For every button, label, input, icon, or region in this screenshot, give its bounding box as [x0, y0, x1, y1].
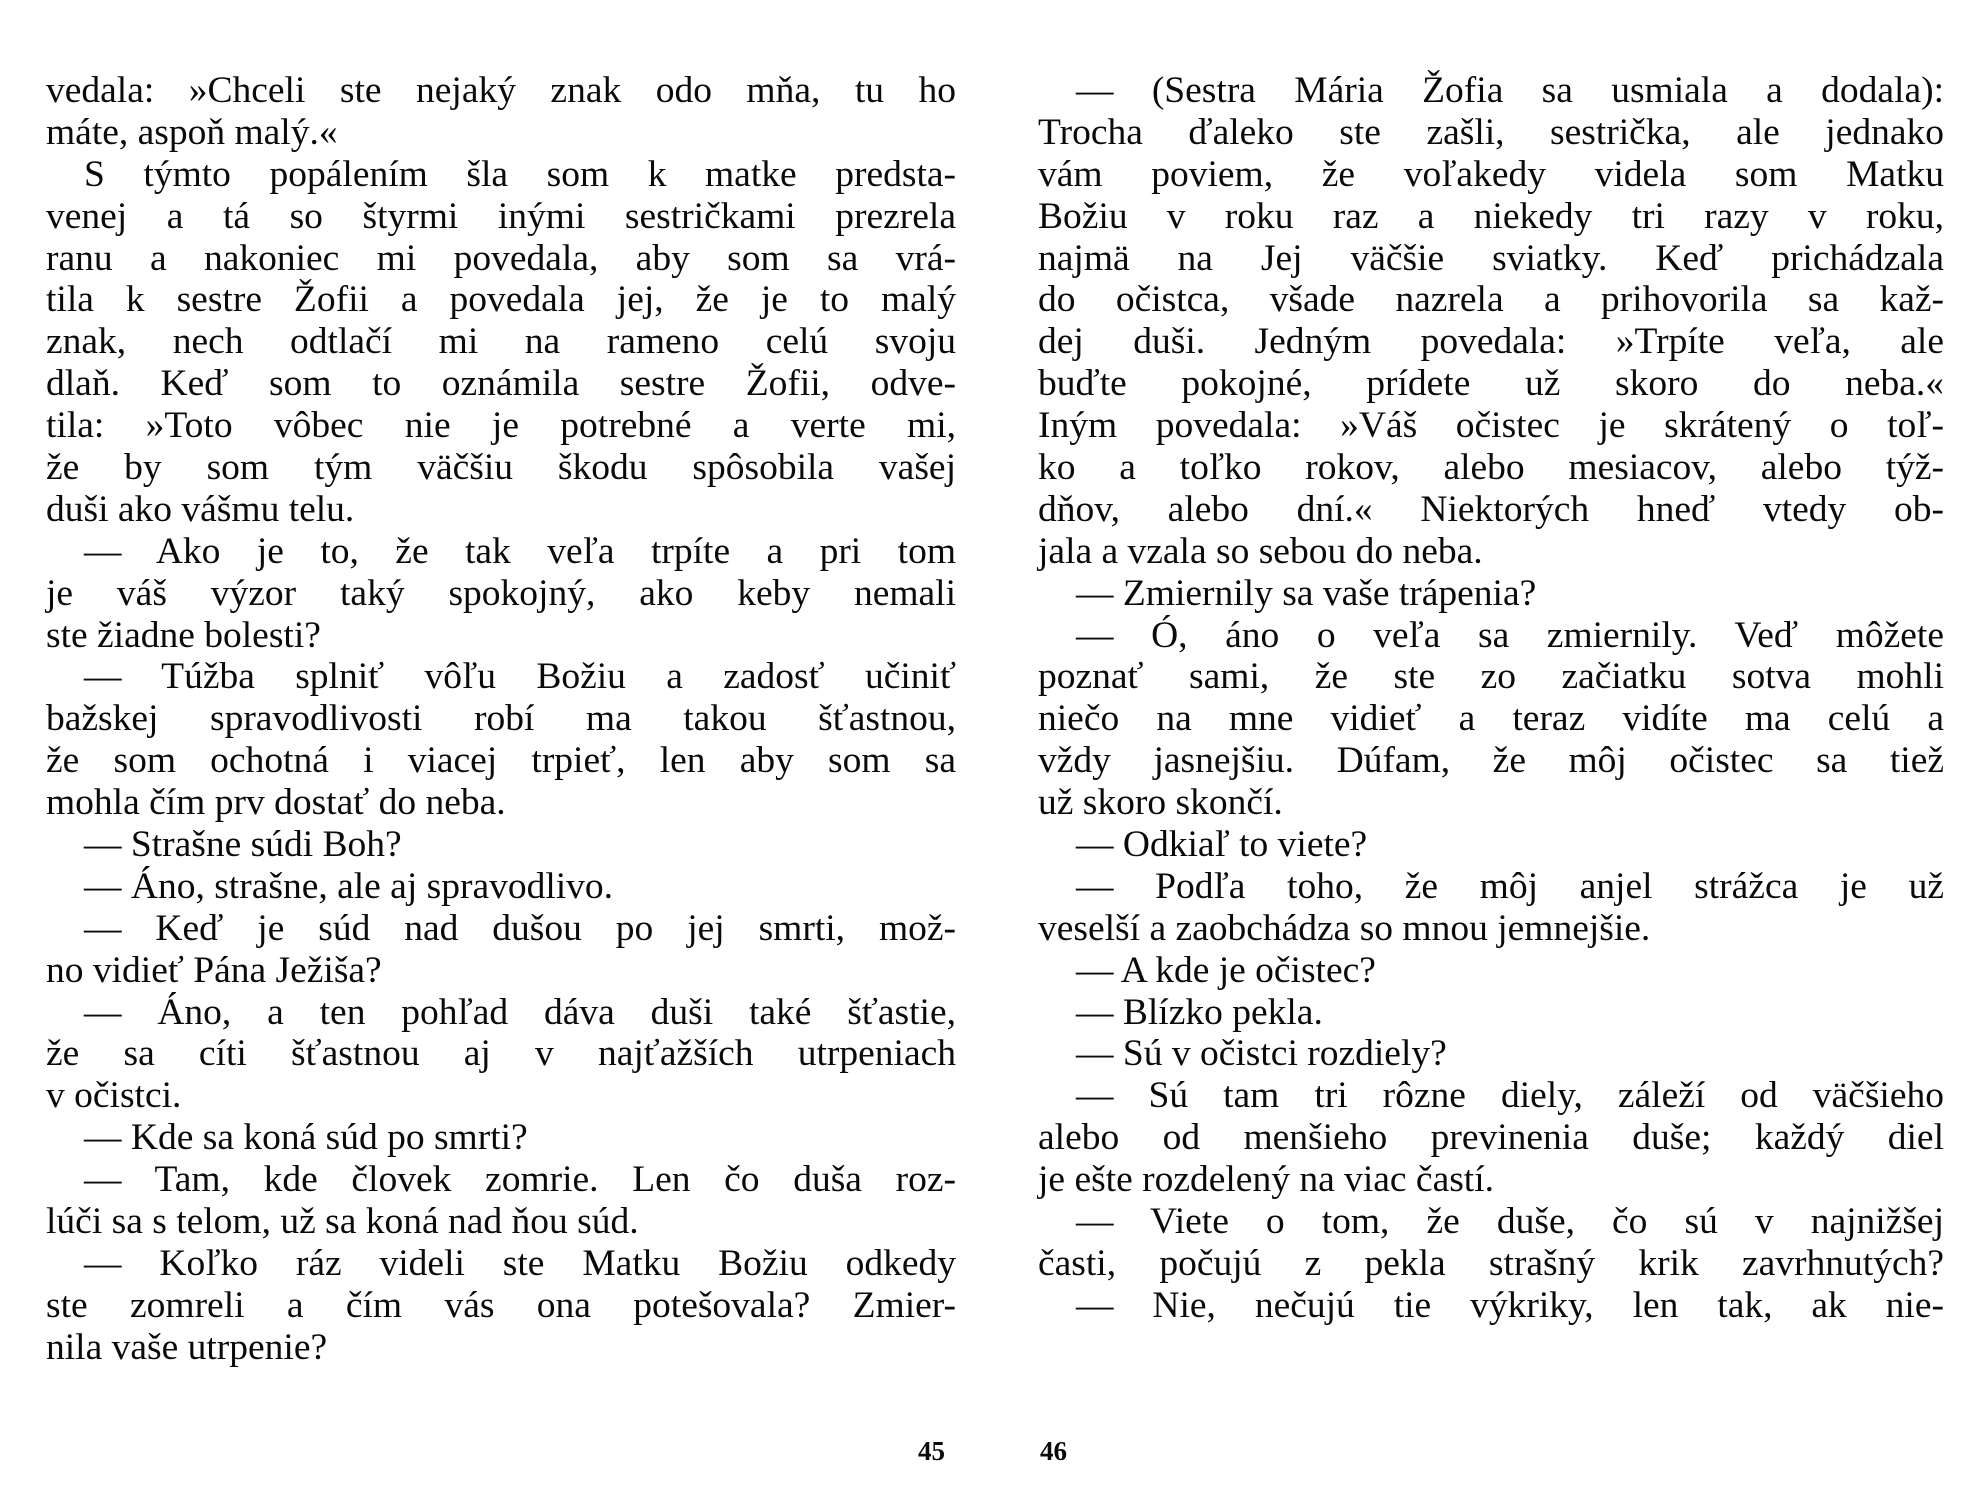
text-line: — Zmiernily sa vaše trápenia?: [1076, 572, 1537, 614]
text-line: mohla čím prv dostať do neba.: [46, 782, 506, 824]
text-line: lúči sa s telom, už sa koná nad ňou súd.: [46, 1201, 639, 1243]
text-line: v očistci.: [46, 1075, 182, 1117]
text-line: — Áno, strašne, ale aj spravodlivo.: [84, 865, 614, 907]
text-line: dňov, alebo dní.« Niektorých hneď vtedy ob-: [1038, 488, 1944, 530]
text-line: venej a tá so štyrmi inými sestričkami prezrela: [46, 195, 956, 237]
text-line: do očistca, všade nazrela a prihovorila sa kaž-: [1038, 279, 1944, 321]
text-line: — Ó, áno o veľa sa zmiernily. Veď môžete: [1076, 614, 1944, 656]
text-line: — Blízko pekla.: [1076, 991, 1323, 1033]
text-line: niečo na mne vidieť a teraz vidíte ma celú a: [1038, 698, 1944, 740]
text-line: — Sú tam tri rôzne diely, záleží od väčšieho: [1076, 1075, 1944, 1117]
text-line: znak, nech odtlačí mi na rameno celú svoju: [46, 321, 956, 363]
text-line: Iným povedala: »Váš očistec je skrátený o toľ-: [1038, 405, 1944, 447]
text-line: nila vaše utrpenie?: [46, 1326, 328, 1368]
text-line: — Sú v očistci rozdiely?: [1076, 1033, 1447, 1075]
text-line: je ešte rozdelený na viac častí.: [1038, 1159, 1495, 1201]
text-line: je váš výzor taký spokojný, ako keby nemali: [46, 572, 956, 614]
text-line: časti, počujú z pekla strašný krik zavrhnutých?: [1038, 1242, 1944, 1284]
text-line: ste žiadne bolesti?: [46, 614, 321, 656]
text-line: tila: »Toto vôbec nie je potrebné a verte mi,: [46, 405, 956, 447]
text-line: — Túžba splniť vôľu Božiu a zadosť učiniť: [84, 656, 956, 698]
text-line: bažskej spravodlivosti robí ma takou šťastnou,: [46, 698, 956, 740]
text-line: — Koľko ráz videli ste Matku Božiu odkedy: [84, 1242, 956, 1284]
text-line: že som ochotná i viacej trpieť, len aby som sa: [46, 740, 956, 782]
text-line: S týmto popálením šla som k matke predsta-: [84, 153, 956, 195]
text-line: — Strašne súdi Boh?: [84, 824, 402, 866]
text-line: vedala: »Chceli ste nejaký znak odo mňa, tu ho: [46, 70, 956, 111]
text-line: buďte pokojné, prídete už skoro do neba.«: [1038, 363, 1944, 405]
right-page-text: [1038, 70, 1944, 1327]
text-line: veselší a zaobchádza so mnou jemnejšie.: [1038, 907, 1651, 949]
text-line: Božiu v roku raz a niekedy tri razy v roku,: [1038, 195, 1944, 237]
page-number-left: 45: [918, 1436, 945, 1466]
text-line: vám poviem, že voľakedy videla som Matku: [1038, 153, 1944, 195]
page-number-right: 46: [1040, 1436, 1067, 1466]
left-page-text: [46, 70, 956, 1369]
text-line: tila k sestre Žofii a povedala jej, že je to malý: [46, 279, 956, 321]
text-line: — A kde je očistec?: [1076, 949, 1376, 991]
text-line: — Odkiaľ to viete?: [1076, 824, 1368, 866]
text-line: — Podľa toho, že môj anjel strážca je už: [1076, 865, 1944, 907]
text-line: ko a toľko rokov, alebo mesiacov, alebo týž-: [1038, 447, 1944, 489]
text-line: už skoro skončí.: [1038, 782, 1283, 824]
text-line: — Viete o tom, že duše, čo sú v najnižšej: [1076, 1201, 1944, 1243]
text-line: najmä na Jej väčšie sviatky. Keď prichádzala: [1038, 237, 1944, 279]
text-line: — Ako je to, že tak veľa trpíte a pri tom: [84, 530, 956, 572]
text-line: dlaň. Keď som to oznámila sestre Žofii, odve-: [46, 363, 956, 405]
text-line: — Keď je súd nad dušou po jej smrti, mož-: [84, 907, 956, 949]
text-line: že by som tým väčšiu škodu spôsobila vašej: [46, 447, 956, 489]
text-line: — (Sestra Mária Žofia sa usmiala a dodala):: [1076, 70, 1944, 111]
text-line: — Áno, a ten pohľad dáva duši také šťastie,: [84, 991, 956, 1033]
text-line: — Tam, kde človek zomrie. Len čo duša roz-: [84, 1159, 956, 1201]
text-line: no vidieť Pána Ježiša?: [46, 949, 382, 991]
text-line: Trocha ďaleko ste zašli, sestrička, ale jednako: [1038, 111, 1944, 153]
text-line: vždy jasnejšiu. Dúfam, že môj očistec sa tiež: [1038, 740, 1944, 782]
text-line: ste zomreli a čím vás ona potešovala? Zmier-: [46, 1284, 956, 1326]
text-line: alebo od menšieho previnenia duše; každý diel: [1038, 1117, 1944, 1159]
text-line: — Kde sa koná súd po smrti?: [84, 1117, 528, 1159]
text-line: ranu a nakoniec mi povedala, aby som sa vrá-: [46, 237, 956, 279]
text-line: dej duši. Jedným povedala: »Trpíte veľa, ale: [1038, 321, 1944, 363]
text-line: — Nie, nečujú tie výkriky, len tak, ak nie-: [1076, 1284, 1944, 1326]
text-line: poznať sami, že ste zo začiatku sotva mohli: [1038, 656, 1944, 698]
text-line: máte, aspoň malý.«: [46, 111, 338, 153]
text-line: duši ako vášmu telu.: [46, 488, 355, 530]
text-line: že sa cíti šťastnou aj v najťažších utrpeniach: [46, 1033, 956, 1075]
text-line: jala a vzala so sebou do neba.: [1038, 530, 1483, 572]
